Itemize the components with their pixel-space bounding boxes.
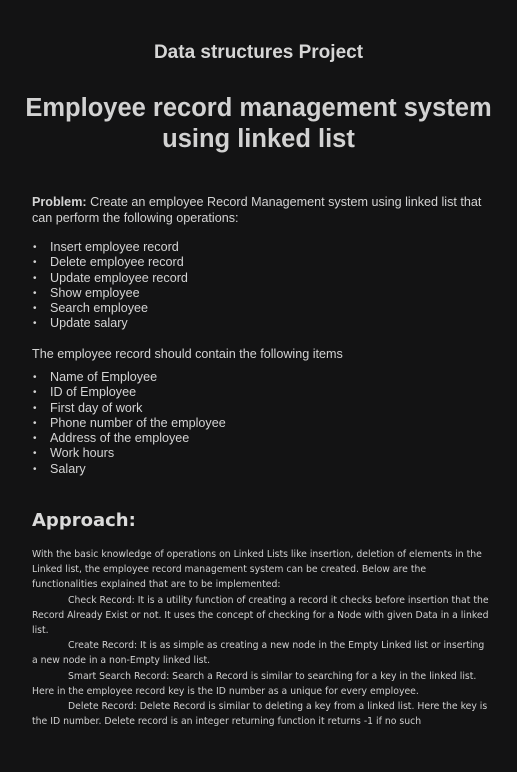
- list-item: • Name of Employee: [32, 370, 226, 385]
- approach-paragraph: Create Record: It is as simple as creating a new node in the Empty Linked list or inserting a new node in a non-Empty linked list.: [32, 640, 485, 667]
- list-item: • Work hours: [32, 446, 226, 461]
- main-title: Employee record management system using linked list: [25, 94, 492, 153]
- list-item: • Phone number of the employee: [32, 416, 226, 431]
- list-item: • First day of work: [32, 401, 226, 416]
- record-items-list: [32, 370, 226, 477]
- list-item: • Show employee: [32, 286, 188, 301]
- list-item: • Search employee: [32, 301, 188, 316]
- approach-paragraph: Smart Search Record: Search a Record is similar to searching for a key in the linked list. Here in the employee record key is the ID number as a unique for every employee.: [32, 670, 477, 697]
- document-title: Data structures Project: [153, 42, 364, 63]
- list-item: • ID of Employee: [32, 385, 226, 400]
- list-item: • Address of the employee: [32, 431, 226, 446]
- approach-paragraph: Delete Record: Delete Record is similar to deleting a key from a linked list. Here the key is the ID number. Delete record is an integer returning function it returns -1 if no such: [32, 701, 488, 728]
- approach-intro: With the basic knowledge of operations on Linked Lists like insertion, deletion of elements in the Linked list, the employee record management system can be created. Below are the functionalities explained that are to be implemented:: [32, 549, 482, 591]
- problem-text: Create an employee Record Management system using linked list that can perform the following operations:: [32, 195, 482, 225]
- record-intro: The employee record should contain the following items: [32, 347, 343, 361]
- problem-label: Problem:: [32, 195, 87, 209]
- approach-body: [32, 547, 489, 729]
- list-item: • Salary: [32, 462, 226, 477]
- list-item: • Update employee record: [32, 271, 188, 286]
- approach-paragraph: Check Record: It is a utility function of creating a record it checks before insertion that the Record Already Exist or not. It uses the concept of checking for a Node with given Data in a linked list.: [32, 594, 489, 637]
- list-item: • Insert employee record: [32, 240, 188, 255]
- approach-heading: Approach:: [32, 510, 136, 531]
- list-item: • Delete employee record: [32, 255, 188, 270]
- list-item: • Update salary: [32, 316, 188, 331]
- operations-list: [32, 240, 188, 332]
- problem-statement: [32, 195, 493, 226]
